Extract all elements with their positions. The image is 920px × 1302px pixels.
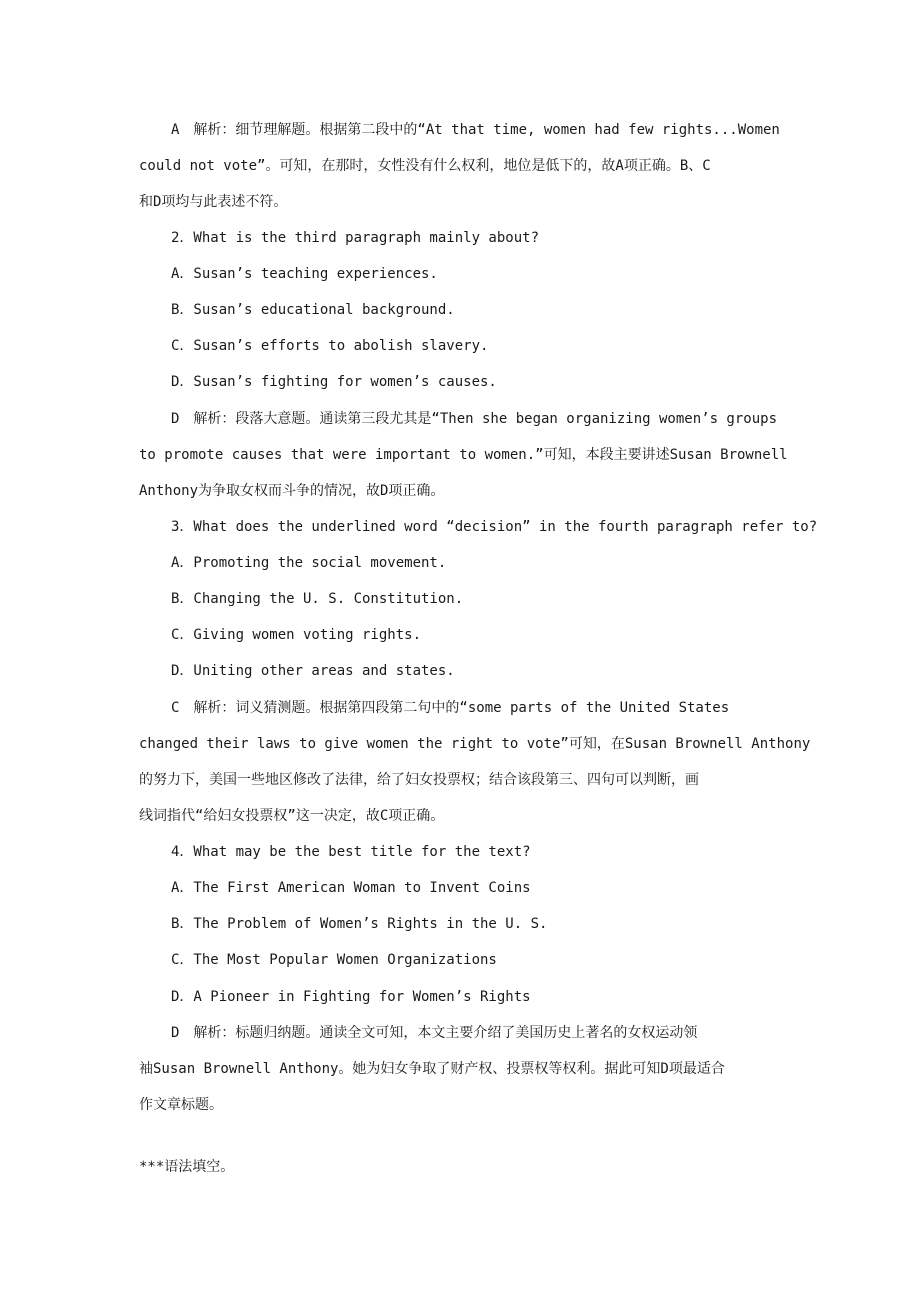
q4-option-b: B．The Problem of Women’s Rights in the U. S. [171,916,548,932]
q4-option-c: C．The Most Popular Women Organizations [171,952,497,968]
q2-option-c: C．Susan’s efforts to abolish slavery. [171,338,489,354]
q2-option-d: D．Susan’s fighting for women’s causes. [171,374,497,390]
q1-answer-line-2: could not vote”。可知，在那时，女性没有什么权利，地位是低下的，故A项正确。B、C [139,158,711,174]
q3-question: 3．What does the underlined word “decision” in the fourth paragraph refer to? [171,519,818,535]
q2-answer-line-3: Anthony为争取女权而斗争的情况，故D项正确。 [139,483,445,499]
q2-option-a: A．Susan’s teaching experiences. [171,266,438,282]
q1-answer-line-1: A 解析：细节理解题。根据第二段中的“At that time, women had few rights...Women [171,122,780,138]
q4-option-d: D．A Pioneer in Fighting for Women’s Rights [171,989,531,1005]
q4-question: 4．What may be the best title for the text? [171,844,531,860]
q4-option-a: A．The First American Woman to Invent Coins [171,880,531,896]
q2-answer-line-1: D 解析：段落大意题。通读第三段尤其是“Then she began organizing women’s groups [171,411,778,427]
q3-answer-line-3: 的努力下，美国一些地区修改了法律，给了妇女投票权；结合该段第三、四句可以判断，画 [139,772,699,788]
section-heading: ***语法填空。 [139,1159,235,1175]
q3-answer-line-2: changed their laws to give women the right to vote”可知，在Susan Brownell Anthony [139,736,811,752]
q4-answer-line-1: D 解析：标题归纳题。通读全文可知，本文主要介绍了美国历史上著名的女权运动领 [171,1025,698,1041]
q2-question: 2．What is the third paragraph mainly about? [171,230,540,246]
q3-answer-line-4: 线词指代“给妇女投票权”这一决定，故C项正确。 [139,808,445,824]
q4-answer-line-3: 作文章标题。 [139,1097,223,1113]
q3-option-c: C．Giving women voting rights. [171,627,422,643]
q3-answer-line-1: C 解析：词义猜测题。根据第四段第二句中的“some parts of the United States [171,700,730,716]
q2-option-b: B．Susan’s educational background. [171,302,455,318]
q3-option-b: B．Changing the U. S. Constitution. [171,591,464,607]
q3-option-d: D．Uniting other areas and states. [171,663,455,679]
q3-option-a: A．Promoting the social movement. [171,555,447,571]
q1-answer-line-3: 和D项均与此表述不符。 [139,194,288,210]
q2-answer-line-2: to promote causes that were important to women.”可知，本段主要讲述Susan Brownell [139,447,788,463]
q4-answer-line-2: 袖Susan Brownell Anthony。她为妇女争取了财产权、投票权等权利。据此可知D项最适合 [139,1061,725,1077]
